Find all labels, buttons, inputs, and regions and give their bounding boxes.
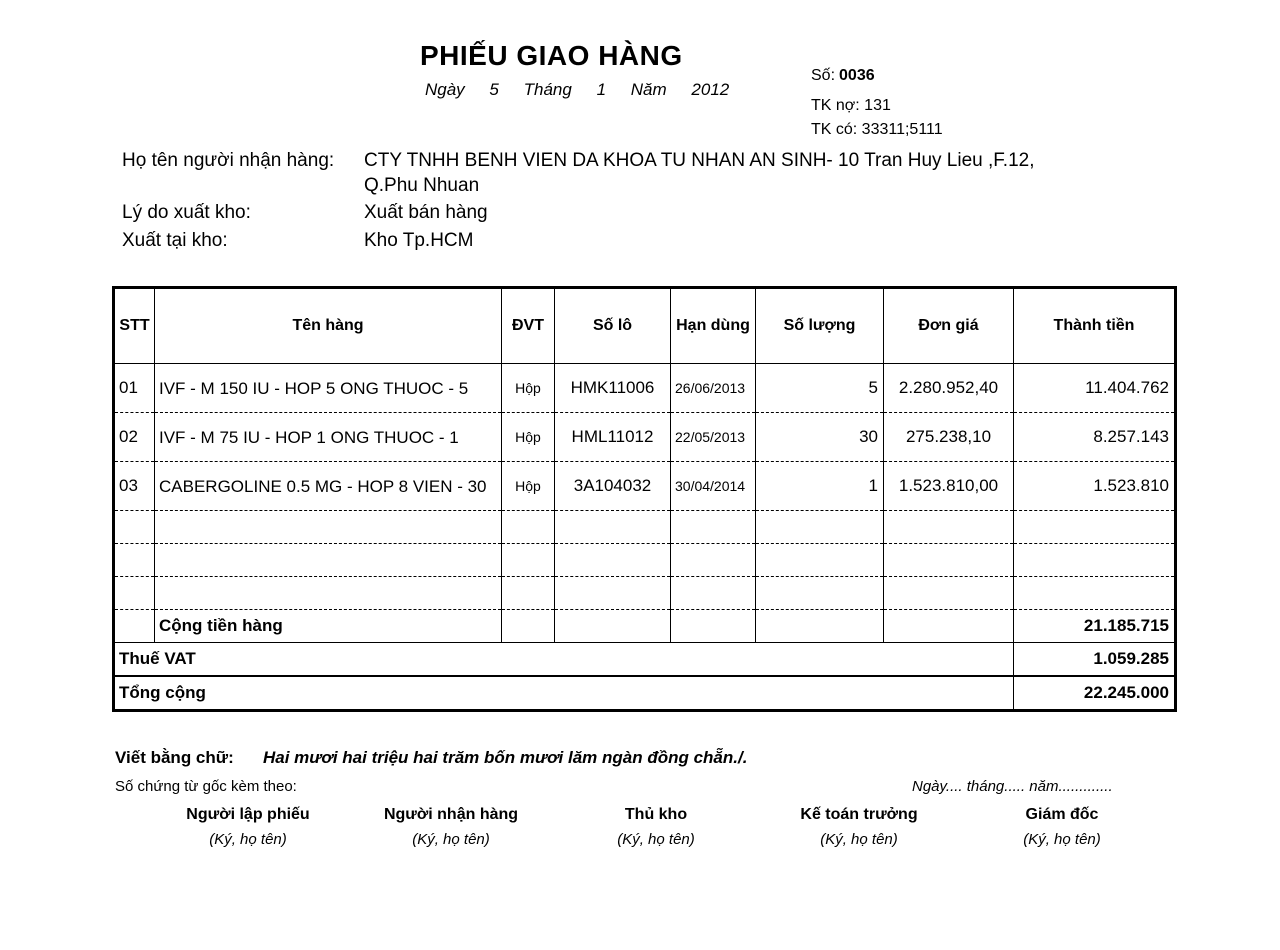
cell-lot: HML11012 — [555, 413, 671, 462]
signing-date-placeholder: Ngày.... tháng..... năm............. — [912, 778, 1113, 795]
cell-amount: 8.257.143 — [1014, 413, 1176, 462]
document-number-label: Số: — [811, 67, 836, 84]
cell-stt: 02 — [114, 413, 155, 462]
cell-expiry: 26/06/2013 — [671, 364, 756, 413]
header-name: Tên hàng — [155, 288, 502, 364]
cell-amount: 11.404.762 — [1014, 364, 1176, 413]
cell-expiry: 30/04/2014 — [671, 462, 756, 511]
reason-value: Xuất bán hàng — [364, 202, 488, 223]
attached-docs-label: Số chứng từ gốc kèm theo: — [115, 778, 297, 795]
date-year-label: Năm — [630, 80, 667, 99]
header-price: Đơn giá — [884, 288, 1014, 364]
date-month-label: Tháng — [523, 80, 572, 99]
cell-unit: Hộp — [502, 413, 555, 462]
signature-note-preparer: (Ký, họ tên) — [209, 831, 287, 848]
recipient-label: Họ tên người nhận hàng: — [122, 150, 335, 171]
amount-in-words-value: Hai mươi hai triệu hai trăm bốn mươi lăm ngàn đồng chẵn./. — [263, 748, 748, 767]
subtotal-row — [114, 610, 1176, 643]
reason-label: Lý do xuất kho: — [122, 202, 251, 223]
signature-role-director: Giám đốc — [1025, 806, 1099, 823]
table-row — [114, 413, 1176, 462]
cell-name: IVF - M 150 IU - HOP 5 ONG THUOC - 5 — [155, 364, 502, 413]
document-date — [425, 80, 743, 100]
items-table — [112, 286, 1177, 712]
total-value: 22.245.000 — [1014, 676, 1176, 711]
vat-row — [114, 643, 1176, 677]
cell-stt: 01 — [114, 364, 155, 413]
cell-unit: Hộp — [502, 462, 555, 511]
table-header-row — [114, 288, 1176, 364]
cell-qty: 1 — [756, 462, 884, 511]
amount-in-words-label: Viết bằng chữ: — [115, 748, 234, 767]
cell-name: CABERGOLINE 0.5 MG - HOP 8 VIEN - 30 — [155, 462, 502, 511]
signature-role-preparer: Người lập phiếu — [186, 806, 310, 823]
vat-value: 1.059.285 — [1014, 643, 1176, 677]
cell-price: 2.280.952,40 — [884, 364, 1014, 413]
date-month: 1 — [596, 80, 607, 99]
credit-account: TK có: 33311;5111 — [811, 121, 943, 138]
debit-account: TK nợ: 131 — [811, 97, 891, 114]
header-amount: Thành tiền — [1014, 288, 1176, 364]
document-number-value: 0036 — [839, 67, 875, 84]
cell-name: IVF - M 75 IU - HOP 1 ONG THUOC - 1 — [155, 413, 502, 462]
date-day-label: Ngày — [425, 80, 465, 99]
signature-note-director: (Ký, họ tên) — [1023, 831, 1101, 848]
total-row — [114, 676, 1176, 711]
cell-qty: 5 — [756, 364, 884, 413]
table-row — [114, 462, 1176, 511]
empty-row — [114, 544, 1176, 577]
signature-note-receiver: (Ký, họ tên) — [412, 831, 490, 848]
subtotal-label: Cộng tiền hàng — [155, 610, 502, 643]
date-year: 2012 — [691, 80, 730, 99]
cell-qty: 30 — [756, 413, 884, 462]
recipient-line-1: CTY TNHH BENH VIEN DA KHOA TU NHAN AN SINH- 10 Tran Huy Lieu ,F.12, — [364, 150, 1035, 171]
cell-amount: 1.523.810 — [1014, 462, 1176, 511]
header-unit: ĐVT — [502, 288, 555, 364]
recipient-line-2: Q.Phu Nhuan — [364, 175, 480, 196]
header-qty: Số lượng — [756, 288, 884, 364]
warehouse-label: Xuất tại kho: — [122, 230, 228, 251]
document-title: PHIẾU GIAO HÀNG — [420, 40, 683, 71]
header-stt: STT — [114, 288, 155, 364]
header-lot: Số lô — [555, 288, 671, 364]
cell-lot: 3A104032 — [555, 462, 671, 511]
empty-row — [114, 577, 1176, 610]
cell-unit: Hộp — [502, 364, 555, 413]
date-day: 5 — [489, 80, 499, 99]
signature-role-receiver: Người nhận hàng — [383, 806, 519, 823]
empty-row — [114, 511, 1176, 544]
document-number — [811, 67, 875, 85]
warehouse-value: Kho Tp.HCM — [364, 230, 474, 251]
signature-note-chief-accountant: (Ký, họ tên) — [820, 831, 898, 848]
table-row — [114, 364, 1176, 413]
cell-lot: HMK11006 — [555, 364, 671, 413]
cell-stt: 03 — [114, 462, 155, 511]
subtotal-value: 21.185.715 — [1014, 610, 1176, 643]
signature-note-storekeeper: (Ký, họ tên) — [617, 831, 695, 848]
total-label: Tổng cộng — [114, 676, 1014, 711]
cell-price: 275.238,10 — [884, 413, 1014, 462]
vat-label: Thuế VAT — [114, 643, 1014, 677]
signature-role-storekeeper: Thủ kho — [624, 806, 688, 823]
header-expiry: Hạn dùng — [671, 288, 756, 364]
cell-expiry: 22/05/2013 — [671, 413, 756, 462]
signature-role-chief-accountant: Kế toán trưởng — [800, 806, 918, 823]
cell-price: 1.523.810,00 — [884, 462, 1014, 511]
